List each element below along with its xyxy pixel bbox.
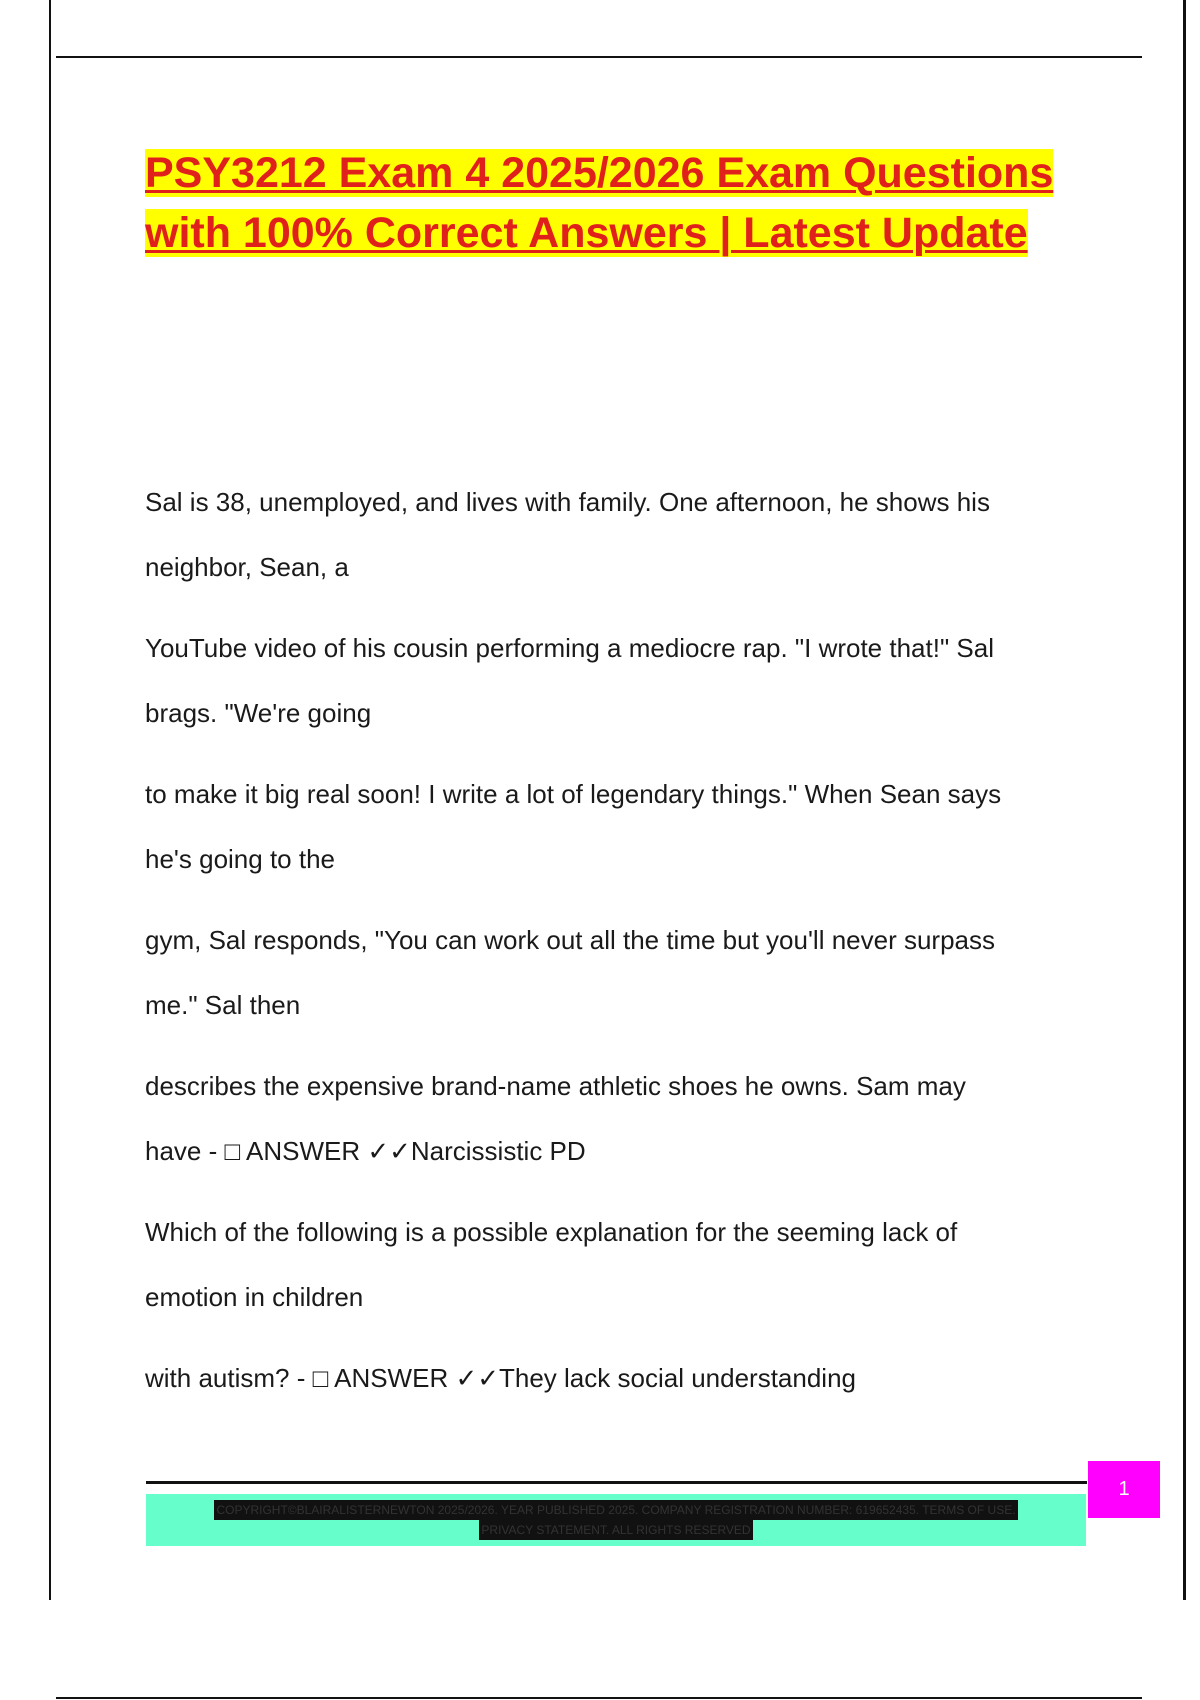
- document-title-text: PSY3212 Exam 4 2025/2026 Exam Questions with 100% Correct Answers | Latest Update: [145, 149, 1054, 257]
- paragraph: gym, Sal responds, "You can work out all the time but you'll never surpass me." Sal then: [145, 925, 996, 1020]
- page-number: 1: [1088, 1461, 1160, 1518]
- paragraph: describes the expensive brand-name athletic shoes he owns. Sam may have - □ ANSWER ✓✓Narcissistic PD: [145, 1071, 966, 1166]
- paragraph: Which of the following is a possible explanation for the seeming lack of emotion in children: [145, 1217, 958, 1312]
- paragraph: Sal is 38, unemployed, and lives with family. One afternoon, he shows his neighbor, Sean, a: [145, 487, 990, 582]
- document-title: [145, 143, 1105, 263]
- page-border-left: [49, 0, 51, 1600]
- paragraph: YouTube video of his cousin performing a mediocre rap. "I wrote that!" Sal brags. "We're going: [145, 633, 994, 728]
- page-border-right: [1183, 0, 1186, 1600]
- paragraph: to make it big real soon! I write a lot of legendary things." When Sean says he's going to the: [145, 779, 1002, 874]
- page-bottom-rule: [56, 1697, 1142, 1699]
- header-rule: [56, 56, 1142, 58]
- copyright-line-2: PRIVACY STATEMENT. ALL RIGHTS RESERVED: [479, 1520, 752, 1540]
- copyright-notice: [146, 1494, 1086, 1546]
- copyright-line-1: COPYRIGHT©BLAIRALISTERNEWTON 2025/2026. YEAR PUBLISHED 2025. COMPANY REGISTRATION NUMBER: 619652435. TERMS OF USE.: [214, 1500, 1017, 1520]
- document-body: [145, 470, 1085, 1427]
- footer-rule: [146, 1481, 1087, 1484]
- paragraph: with autism? - □ ANSWER ✓✓They lack social understanding: [145, 1363, 856, 1393]
